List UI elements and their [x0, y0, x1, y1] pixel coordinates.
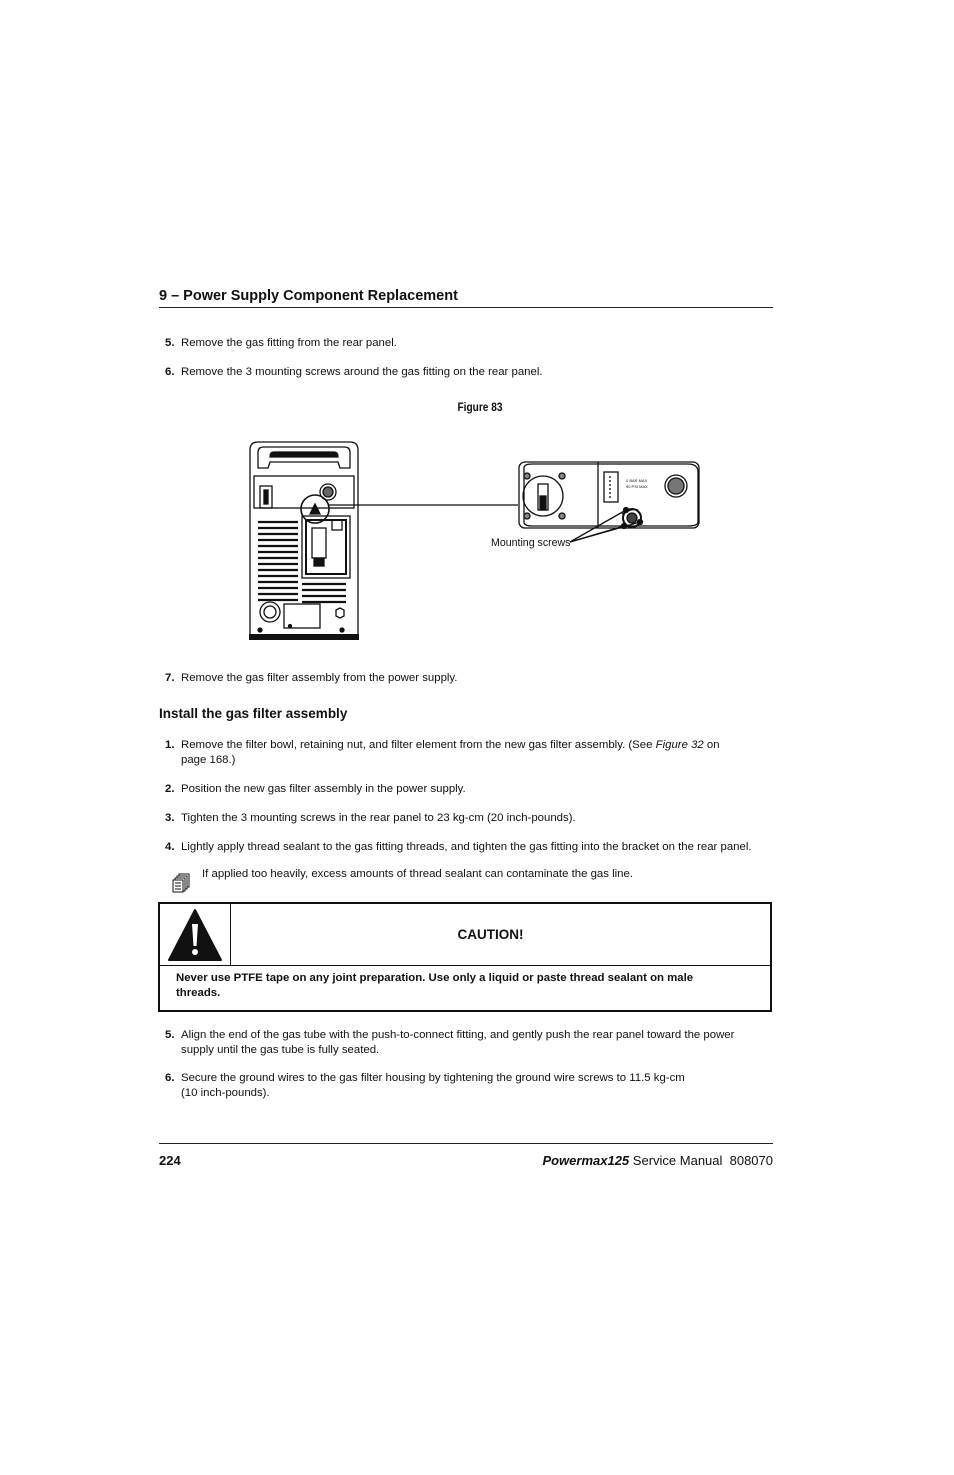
step-number: 1.: [165, 739, 175, 751]
step-text-line: Secure the ground wires to the gas filter housing by tightening the ground wire screws to 11.5 kg-cm: [181, 1072, 685, 1084]
caution-icon-cell: [160, 904, 231, 965]
page-number: 224: [159, 1153, 181, 1168]
caution-text-line: Never use PTFE tape on any joint preparation. Use only a liquid or paste thread sealant on male: [176, 972, 694, 984]
figure-reference-link[interactable]: Figure 32: [655, 739, 704, 751]
step-text: [181, 1071, 785, 1101]
step-text: [181, 738, 765, 768]
step-text: Lightly apply thread sealant to the gas fitting threads, and tighten the gas fitting into the bracket on the rear panel.: [181, 841, 752, 853]
step-number: 6.: [165, 1072, 175, 1084]
rear-panel-figure: [240, 438, 710, 648]
step-text-part: page 168.): [181, 754, 236, 766]
step-number: 7.: [165, 672, 175, 684]
step-number: 3.: [165, 812, 175, 824]
step-text: Remove the gas fitting from the rear panel.: [181, 337, 397, 349]
step-item: [165, 738, 765, 768]
step-text: Remove the 3 mounting screws around the gas fitting on the rear panel.: [181, 366, 543, 378]
section-heading: Install the gas filter assembly: [159, 706, 348, 721]
step-text-part: on: [703, 739, 720, 751]
step-number: 5.: [165, 337, 175, 349]
caution-heading-cell: [231, 904, 770, 965]
svg-text:90 PSI MAX: 90 PSI MAX: [626, 484, 648, 489]
step-item: [165, 811, 765, 826]
step-text: Remove the gas filter assembly from the power supply.: [181, 672, 458, 684]
step-text-line: (10 inch-pounds).: [181, 1087, 270, 1099]
caution-text-line: threads.: [176, 986, 221, 999]
step-item: [165, 671, 765, 686]
step-text: [181, 1028, 785, 1058]
note-text: If applied too heavily, excess amounts of thread sealant can contaminate the gas line.: [202, 868, 633, 880]
caution-body: [176, 971, 750, 1000]
step-number: 4.: [165, 841, 175, 853]
step-text: Position the new gas filter assembly in the power supply.: [181, 783, 466, 795]
footer-doc-info: [542, 1153, 773, 1168]
step-item: [165, 840, 785, 855]
step-text-part: Remove the filter bowl, retaining nut, and filter element from the new gas filter assembly. (See: [181, 739, 656, 751]
figure-title: Figure 83: [457, 402, 503, 414]
step-item: [165, 336, 765, 351]
step-number: 2.: [165, 783, 175, 795]
detail-view-outline: [524, 464, 698, 526]
note-icon: [172, 873, 190, 893]
step-text-line: Align the end of the gas tube with the push-to-connect fitting, and gently push the rear panel toward the power: [181, 1029, 735, 1041]
step-text: Tighten the 3 mounting screws in the rear panel to 23 kg-cm (20 inch-pounds).: [181, 812, 576, 824]
chapter-title: 9 – Power Supply Component Replacement: [159, 288, 458, 304]
doc-name: Service Manual 808070: [632, 1153, 773, 1168]
step-text-line: supply until the gas tube is fully seated.: [181, 1044, 380, 1056]
caution-divider: [160, 965, 770, 966]
product-name: Powermax125: [542, 1153, 630, 1168]
caution-box: [158, 902, 772, 1012]
step-number: 5.: [165, 1029, 175, 1041]
svg-text:0 BAR MAX: 0 BAR MAX: [626, 478, 648, 483]
footer-rule: [159, 1143, 773, 1144]
mounting-screws-callout: Mounting screws: [491, 537, 571, 549]
step-number: 6.: [165, 366, 175, 378]
step-item: [165, 782, 765, 797]
warning-triangle-icon: [160, 904, 230, 965]
caution-heading: CAUTION!: [457, 927, 524, 942]
step-item: [165, 1071, 785, 1101]
header-rule: [159, 307, 773, 308]
step-item: [165, 1028, 785, 1058]
step-item: [165, 365, 765, 380]
